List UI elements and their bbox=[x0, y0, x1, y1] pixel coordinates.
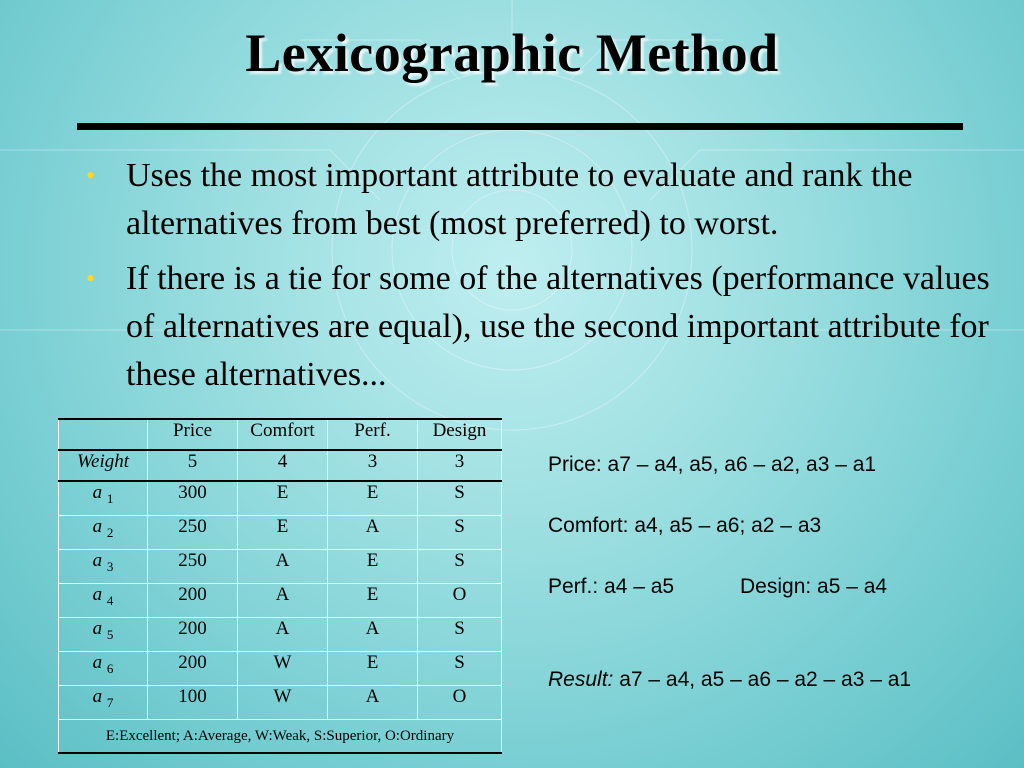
table-cell: E bbox=[328, 584, 418, 618]
table-cell: 100 bbox=[148, 686, 238, 720]
bullet-item bbox=[86, 152, 1006, 248]
result-label: Result: bbox=[548, 668, 614, 691]
header-cell: Design bbox=[418, 419, 502, 450]
table-cell: E bbox=[328, 550, 418, 584]
header-cell: Comfort bbox=[238, 419, 328, 450]
table-row bbox=[59, 481, 502, 516]
table-cell: E bbox=[328, 481, 418, 516]
bullet-icon: • bbox=[86, 264, 96, 293]
table-cell: A bbox=[328, 686, 418, 720]
weight-row bbox=[59, 450, 502, 481]
table-legend: E:Excellent; A:Average, W:Weak, S:Superior, O:Ordinary bbox=[59, 720, 502, 754]
table-cell: 5 bbox=[148, 450, 238, 481]
table-cell: 200 bbox=[148, 652, 238, 686]
table-cell: O bbox=[418, 686, 502, 720]
row-label: a $_4$ bbox=[59, 584, 148, 618]
table-cell: E bbox=[328, 652, 418, 686]
table-cell: A bbox=[238, 584, 328, 618]
table-cell: A bbox=[328, 618, 418, 652]
table-cell: O bbox=[418, 584, 502, 618]
table-cell: S bbox=[418, 481, 502, 516]
table-cell: E bbox=[238, 516, 328, 550]
table-cell: 3 bbox=[418, 450, 502, 481]
price-ranking: Price: a7 – a4, a5, a6 – a2, a3 – a1 bbox=[548, 453, 877, 476]
table-cell: 300 bbox=[148, 481, 238, 516]
header-cell: Perf. bbox=[328, 419, 418, 450]
result-value: a7 – a4, a5 – a6 – a2 – a3 – a1 bbox=[613, 668, 912, 691]
table-cell: 250 bbox=[148, 516, 238, 550]
table-cell: S bbox=[418, 516, 502, 550]
table-cell: S bbox=[418, 652, 502, 686]
table-cell: 200 bbox=[148, 618, 238, 652]
row-label: a $_7$ bbox=[59, 686, 148, 720]
table-header-row bbox=[59, 419, 502, 450]
table-cell: 250 bbox=[148, 550, 238, 584]
row-label: a $_6$ bbox=[59, 652, 148, 686]
bullet-list bbox=[86, 152, 1006, 406]
table-row bbox=[59, 584, 502, 618]
row-label: a $_1$ bbox=[59, 481, 148, 516]
table-row bbox=[59, 516, 502, 550]
table-cell: S bbox=[418, 550, 502, 584]
table-cell: S bbox=[418, 618, 502, 652]
title-underline bbox=[77, 123, 963, 130]
comfort-ranking: Comfort: a4, a5 – a6; a2 – a3 bbox=[548, 514, 822, 537]
result-ranking bbox=[548, 668, 911, 692]
bullet-item bbox=[86, 255, 1006, 399]
bullet-icon: • bbox=[86, 161, 96, 190]
table-row bbox=[59, 618, 502, 652]
table-cell: 3 bbox=[328, 450, 418, 481]
row-label: a $_2$ bbox=[59, 516, 148, 550]
weight-label: Weight bbox=[59, 450, 148, 481]
header-cell: Price bbox=[148, 419, 238, 450]
row-label: a $_3$ bbox=[59, 550, 148, 584]
table-cell: 200 bbox=[148, 584, 238, 618]
row-label: a $_5$ bbox=[59, 618, 148, 652]
table-cell: E bbox=[238, 481, 328, 516]
slide-title: Lexicographic Method bbox=[245, 23, 779, 83]
design-ranking: Design: a5 – a4 bbox=[740, 575, 888, 598]
header-cell bbox=[59, 419, 148, 450]
bullet-text: If there is a tie for some of the alternatives (performance values of alternatives are equal), use the second important attribute for these alternatives... bbox=[126, 260, 990, 393]
bullet-text: Uses the most important attribute to evaluate and rank the alternatives from best (most preferred) to worst. bbox=[126, 157, 913, 242]
table-cell: 4 bbox=[238, 450, 328, 481]
table-cell: A bbox=[238, 550, 328, 584]
table-row bbox=[59, 652, 502, 686]
alternatives-table bbox=[58, 418, 502, 754]
table-row bbox=[59, 686, 502, 720]
perf-ranking: Perf.: a4 – a5 bbox=[548, 575, 675, 598]
table-cell: A bbox=[328, 516, 418, 550]
table-cell: W bbox=[238, 686, 328, 720]
table-cell: A bbox=[238, 618, 328, 652]
table-row bbox=[59, 550, 502, 584]
table-legend-row bbox=[59, 720, 502, 754]
table-cell: W bbox=[238, 652, 328, 686]
